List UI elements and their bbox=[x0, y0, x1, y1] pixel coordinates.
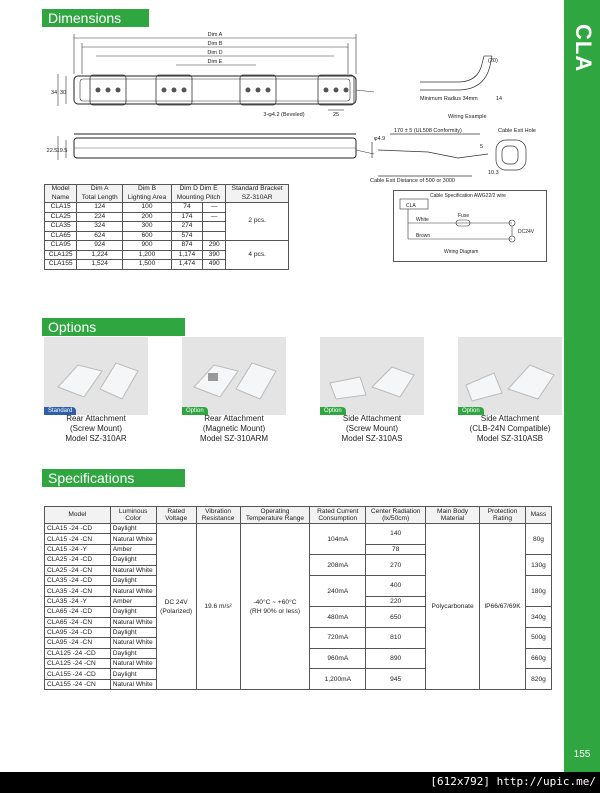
table-row: CLA25 224 200 174 — bbox=[45, 212, 289, 222]
label-cla: CLA bbox=[406, 203, 416, 209]
dim-header-bracket: Standard Bracket SZ-310AR bbox=[226, 185, 289, 203]
label-dc24v: DC24V bbox=[518, 229, 535, 235]
label-dim-14: 14 bbox=[496, 96, 503, 102]
spec-header-protection: Protection Rating bbox=[480, 507, 526, 524]
option-badge: Option bbox=[320, 407, 346, 415]
spec-temperature: -40°C ~ +60°C (RH 90% or less) bbox=[240, 524, 310, 690]
table-row: CLA15 -24 -Y Amber 78 bbox=[45, 544, 552, 554]
table-row: CLA65 -24 -CD Daylight 480mA 650 340g bbox=[45, 607, 552, 617]
option-caption-sz-310asb: Side Attachment (CLB-24N Compatible) Model SZ-310ASB bbox=[469, 414, 551, 443]
footer-bar bbox=[0, 772, 600, 793]
table-row: CLA15 -24 -CN Natural White bbox=[45, 534, 552, 544]
option-badge: Option bbox=[458, 407, 484, 415]
spec-header-vibration: Vibration Resistance bbox=[196, 507, 240, 524]
label-dim-25: 25 bbox=[332, 112, 340, 118]
spec-header-temperature: Operating Temperature Range bbox=[240, 507, 310, 524]
label-dim-22-5: 22.5 bbox=[46, 148, 58, 154]
dimensions-table bbox=[44, 184, 289, 270]
section-header-dimensions: Dimensions bbox=[42, 9, 149, 27]
table-row: CLA15 124 100 74 — 2 pcs. bbox=[45, 203, 289, 213]
label-cable-spec: Cable Specification AWG22/2 wire bbox=[430, 193, 506, 199]
table-row: CLA65 -24 -CN Natural White bbox=[45, 617, 552, 627]
table-row: CLA35 324 300 274 bbox=[45, 222, 289, 232]
spec-material: Polycarbonate bbox=[426, 524, 480, 690]
option-badge: Option bbox=[182, 407, 208, 415]
table-row: CLA35 -24 -Y Amber 220 bbox=[45, 596, 552, 606]
label-white: White bbox=[416, 217, 429, 223]
label-dim-phi4-9: φ4.9 bbox=[374, 136, 386, 142]
label-cable-conformity: 170 ± 5 (UL508 Conformity) bbox=[394, 128, 462, 134]
table-row: CLA35 -24 -CN Natural White bbox=[45, 586, 552, 596]
label-holes-note: 3-φ4.2 (Beveled) bbox=[263, 112, 305, 118]
table-row: CLA25 -24 -CD Daylight 208mA 270 130g bbox=[45, 555, 552, 565]
label-dim-10-3: 10.3 bbox=[488, 170, 499, 176]
label-min-radius: Minimum Radius 34mm bbox=[420, 96, 478, 102]
table-row: CLA125 -24 -CN Natural White bbox=[45, 659, 552, 669]
spec-protection: IP66/67/69K bbox=[480, 524, 526, 690]
label-dim-30: 30 bbox=[59, 90, 67, 96]
label-dim-a: Dim A bbox=[207, 32, 223, 38]
spec-header-radiation: Center Radiation (lx/50cm) bbox=[366, 507, 426, 524]
dim-header-de: Dim D Dim E Mounting Pitch bbox=[171, 185, 225, 203]
table-row: CLA125 1,224 1,200 1,174 390 bbox=[45, 250, 289, 260]
table-row: CLA15 -24 -CD Daylight DC 24V (Polarized) 19.6 m/s² -40°C ~ +60°C (RH 90% or less) 104mA 140 Polycarbonate IP66/67/69K 80g bbox=[45, 524, 552, 534]
label-brown: Brown bbox=[416, 233, 431, 239]
label-cable-exit-hole: Cable Exit Hole bbox=[498, 128, 536, 134]
label-fuse: Fuse bbox=[458, 213, 470, 219]
specifications-table bbox=[44, 506, 552, 690]
side-tab bbox=[564, 0, 600, 772]
section-header-specifications: Specifications bbox=[42, 469, 185, 487]
wiring-diagram-box bbox=[393, 190, 547, 262]
label-dim-19-5: 19.5 bbox=[56, 148, 68, 154]
page-number: 155 bbox=[573, 749, 591, 760]
option-badge: Standard bbox=[44, 407, 76, 415]
label-dim-34: 34 bbox=[50, 90, 58, 96]
table-row: CLA95 -24 -CD Daylight 720mA 810 500g bbox=[45, 627, 552, 637]
dimension-drawing-top bbox=[44, 30, 374, 178]
table-row: CLA35 -24 -CD Daylight 240mA 400 180g bbox=[45, 575, 552, 585]
spec-header-mass: Mass bbox=[525, 507, 551, 524]
table-row: CLA95 -24 -CN Natural White bbox=[45, 638, 552, 648]
spec-vibration: 19.6 m/s² bbox=[196, 524, 240, 690]
table-row: CLA125 -24 -CD Daylight 960mA 890 660g bbox=[45, 648, 552, 658]
label-dim-b: Dim B bbox=[207, 41, 223, 47]
dim-header-model: Model Name bbox=[45, 185, 77, 203]
section-header-options: Options bbox=[42, 318, 185, 336]
table-row: CLA25 -24 -CN Natural White bbox=[45, 565, 552, 575]
option-caption-sz-310as: Side Attachment (Screw Mount) Model SZ-310AS bbox=[341, 414, 403, 443]
spec-header-color: Luminous Color bbox=[110, 507, 156, 524]
label-dim-d: Dim D bbox=[207, 50, 223, 56]
table-row: CLA65 624 600 574 bbox=[45, 231, 289, 241]
wiring-diagram bbox=[394, 191, 548, 263]
table-row: CLA155 -24 -CN Natural White bbox=[45, 679, 552, 689]
option-photo-sz-310ar bbox=[44, 337, 148, 415]
option-photo-sz-310as bbox=[320, 337, 424, 415]
option-photo-sz-310asb bbox=[458, 337, 562, 415]
cable-exit-drawing bbox=[368, 112, 558, 184]
table-row: CLA95 924 900 874 290 4 pcs. bbox=[45, 241, 289, 251]
dim-header-a: Dim A Total Length bbox=[77, 185, 123, 203]
bend-radius-drawing bbox=[418, 52, 508, 104]
option-caption-sz-310ar: Rear Attachment (Screw Mount) Model SZ-310AR bbox=[65, 414, 127, 443]
dim-header-b: Dim B Lighting Area bbox=[123, 185, 172, 203]
table-row: CLA155 -24 -CD Daylight 1,200mA 945 820g bbox=[45, 669, 552, 679]
series-code: CLA bbox=[571, 24, 596, 73]
label-dim-20: (20) bbox=[488, 58, 498, 64]
footer-text: [612x792] http://upic.me/ bbox=[430, 775, 596, 788]
table-row: CLA155 1,524 1,500 1,474 490 bbox=[45, 260, 289, 270]
option-caption-sz-310arm: Rear Attachment (Magnetic Mount) Model SZ-310ARM bbox=[199, 414, 269, 443]
label-wiring-diagram: Wiring Diagram bbox=[444, 249, 479, 255]
spec-header-current: Rated Current Consumption bbox=[310, 507, 366, 524]
spec-header-material: Main Body Material bbox=[426, 507, 480, 524]
option-photo-sz-310arm bbox=[182, 337, 286, 415]
label-dim-5: 5 bbox=[480, 144, 484, 150]
label-cable-exit-distance: Cable Exit Distance of 500 or 3000 bbox=[370, 178, 455, 184]
spec-voltage: DC 24V (Polarized) bbox=[156, 524, 196, 690]
spec-header-voltage: Rated Voltage bbox=[156, 507, 196, 524]
label-wiring-example: Wiring Example bbox=[448, 114, 487, 120]
spec-header-model: Model bbox=[45, 507, 111, 524]
label-dim-e: Dim E bbox=[207, 59, 223, 65]
